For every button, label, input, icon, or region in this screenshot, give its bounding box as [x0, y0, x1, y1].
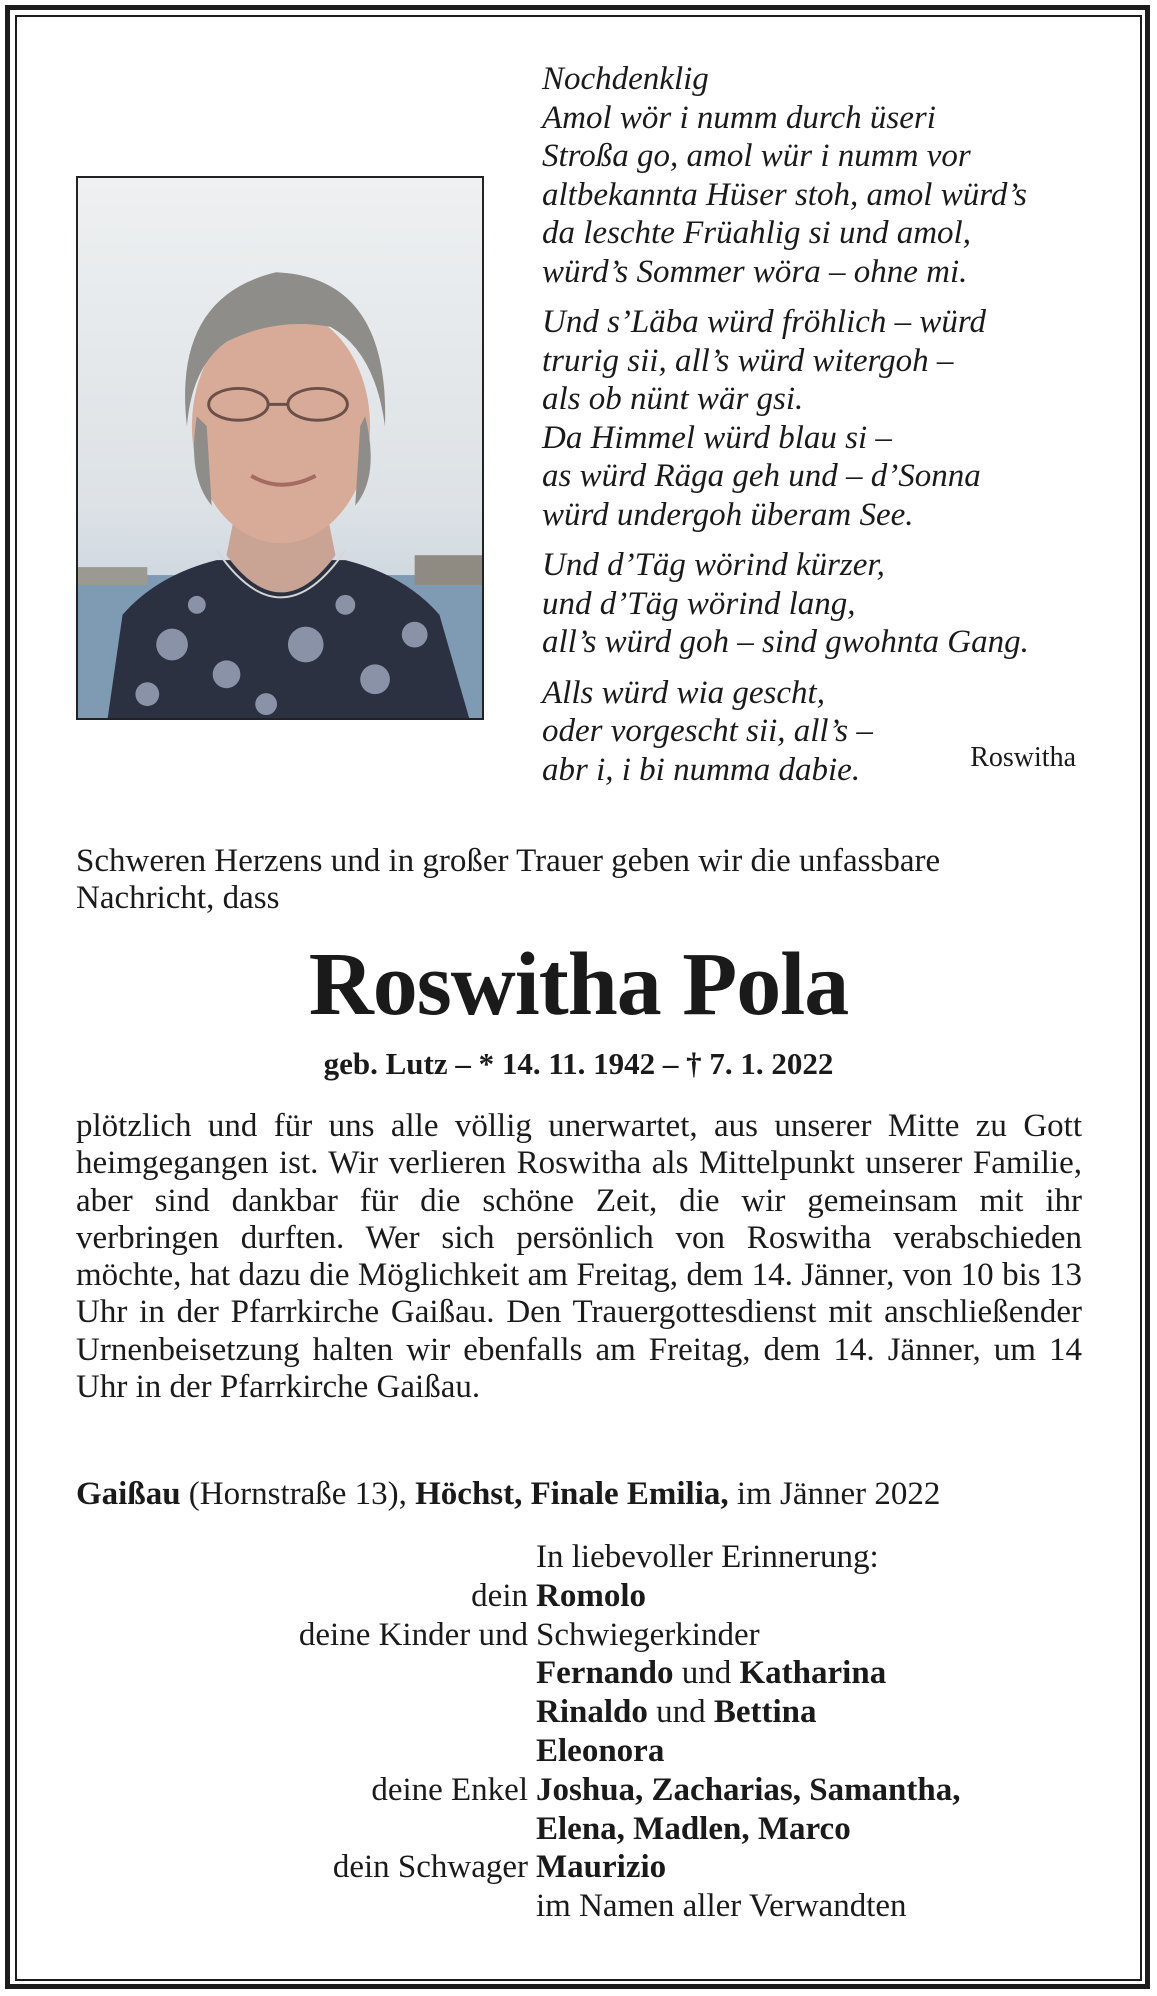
mourner-name: Eleonora: [536, 1732, 665, 1769]
poem-line: Und s’Läba würd fröhlich – würd: [542, 304, 987, 340]
mourner-row: [76, 1732, 1086, 1771]
mourner-row: [76, 1654, 1086, 1693]
poem-line: abr i, i bi numma dabie.: [542, 751, 861, 788]
intro-text: Schweren Herzens und in großer Trauer geben wir die unfassbare Nachricht, dass: [76, 843, 941, 916]
mourners-heading-row: [76, 1538, 1086, 1577]
mourner-name: Bettina: [713, 1694, 817, 1731]
poem-line: da leschte Früahlig si und amol,: [542, 215, 971, 251]
life-dates: geb. Lutz – * 14. 11. 1942 – † 7. 1. 2022: [323, 1046, 834, 1081]
mourner-name: Fernando: [536, 1655, 674, 1692]
poem-line: Stroßa go, amol wür i numm vor: [542, 138, 971, 174]
poem-line: as würd Räga geh und – d’Sonna: [542, 458, 981, 494]
conjunction: und: [673, 1655, 740, 1692]
mourner-row: [76, 1887, 1086, 1926]
place-date: im Jänner 2022: [728, 1476, 941, 1512]
relation-label: deine Kinder und: [298, 1616, 528, 1653]
deceased-name: Roswitha Pola: [308, 935, 849, 1034]
poem-line: Nochdenklig: [542, 61, 709, 97]
mourner-row: [76, 1693, 1086, 1732]
mourner-name: Elena, Madlen, Marco: [536, 1810, 851, 1847]
poem-line: würd’s Sommer wöra – ohne mi.: [542, 253, 968, 290]
poem-stanza-1: [542, 60, 1102, 291]
place-town: Gaißau: [76, 1476, 181, 1512]
poem: [542, 60, 1102, 801]
mourner-name: Katharina: [739, 1655, 887, 1692]
mourner-name: Rinaldo: [536, 1694, 648, 1731]
poem-line: altbekannta Hüser stoh, amol würd’s: [542, 176, 1027, 213]
mourner-row: [76, 1577, 1086, 1616]
mourners-heading: In liebevoller Erinnerung:: [536, 1539, 879, 1575]
poem-line: trurig sii, all’s würd witergoh –: [542, 342, 954, 379]
poem-stanza-4: [542, 674, 1102, 790]
poem-line: Und d’Täg wörind kürzer,: [542, 547, 885, 583]
poem-line: all’s würd goh – sind gwohnta Gang.: [542, 624, 1029, 660]
place-and-date: [76, 1476, 1086, 1513]
portrait-photo: [76, 176, 484, 720]
mourner-row: [76, 1810, 1086, 1849]
place-towns: Höchst, Finale Emilia,: [415, 1476, 729, 1512]
mourner-name: Joshua, Zacharias, Samantha,: [536, 1771, 961, 1808]
poem-line: Da Himmel würd blau si –: [542, 419, 892, 456]
mourners-list: [76, 1538, 1086, 1926]
poem-line: als ob nünt wär gsi.: [542, 381, 804, 417]
poem-line: würd undergoh überam See.: [542, 496, 914, 533]
poem-stanza-3: [542, 546, 1102, 662]
mourner-name: Maurizio: [536, 1849, 667, 1886]
place-address: (Hornstraße 13),: [180, 1476, 416, 1512]
mourner-row: [76, 1848, 1086, 1887]
poem-line: Amol wör i numm durch üseri: [542, 99, 936, 136]
closing-line: im Namen aller Verwandten: [536, 1888, 907, 1925]
conjunction: und: [647, 1694, 714, 1731]
relation-label: deine Enkel: [371, 1771, 528, 1808]
mourner-row: [76, 1771, 1086, 1810]
relation-label: dein Schwager: [332, 1849, 528, 1886]
announcement-body: plötzlich und für uns alle völlig unerwartet, aus unserer Mitte zu Gott heimgegangen ist. Wir verlieren Roswitha als Mittelpunkt unserer Familie, aber sind dankbar für die schöne Zeit, die wir gemeinsam mit ihr verbringen durften. Wer sich persönlich von Roswitha verabschieden möchte, hat dazu die Möglichkeit am Freitag, dem 14. Jänner, von 10 bis 13 Uhr in der Pfarrkirche Gaißau. Den Trauergottesdienst mit anschließender Urnenbeisetzung halten wir ebenfalls am Freitag, dem 14. Jänner, um 14 Uhr in der Pfarrkirche Gaißau.: [76, 1108, 1082, 1406]
relation-label: Schwiegerkinder: [536, 1616, 760, 1653]
poem-line: und d’Täg wörind lang,: [542, 585, 856, 622]
mourner-name: Romolo: [536, 1577, 646, 1614]
poem-author: Roswitha: [970, 741, 1076, 773]
poem-line: Alls würd wia gescht,: [542, 674, 825, 711]
mourner-row: [76, 1616, 1086, 1655]
poem-line: oder vorgescht sii, all’s –: [542, 713, 873, 749]
poem-stanza-2: [542, 303, 1102, 534]
relation-label: dein: [471, 1577, 528, 1614]
